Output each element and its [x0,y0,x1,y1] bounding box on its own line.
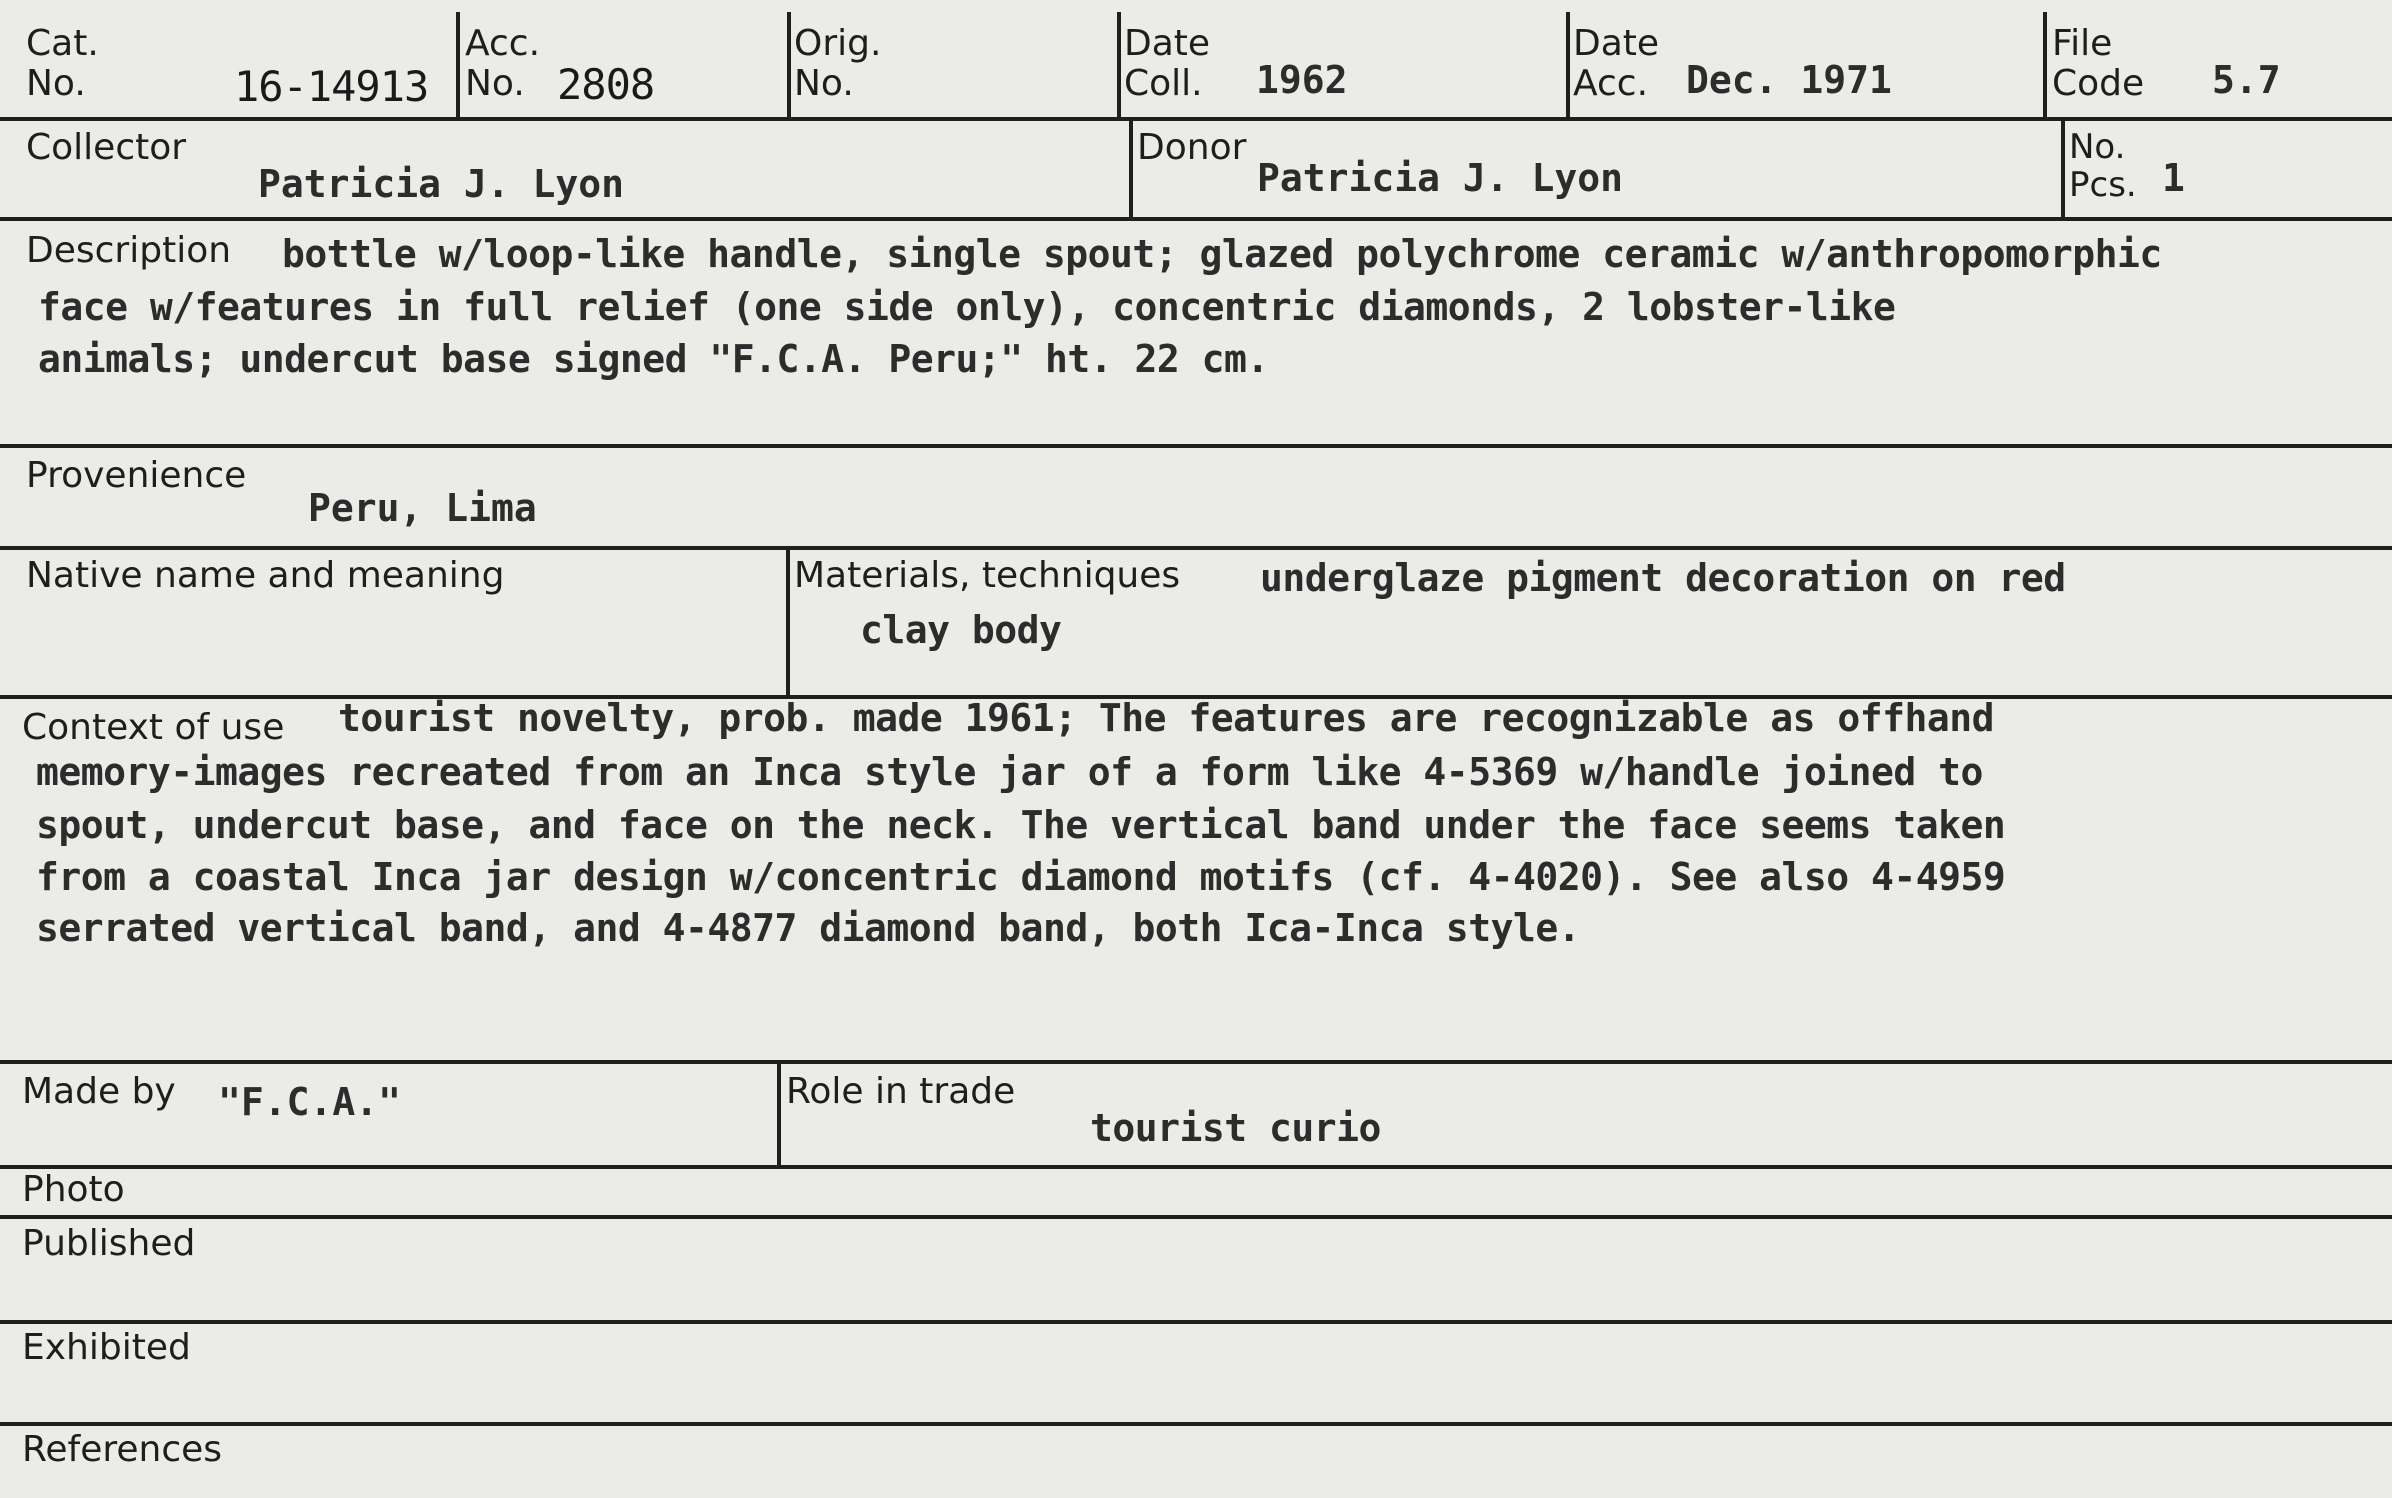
provenience-value: Peru, Lima [308,486,537,530]
rule-orig-date [1117,12,1121,118]
rule-published-bottom [0,1320,2392,1324]
rule-date-dateacc [1566,12,1570,118]
file-code-value: 5.7 [2212,58,2281,102]
context-line: tourist novelty, prob. made 1961; The features are recognizable as offhand [338,696,1994,740]
context-line: from a coastal Inca jar design w/concentric diamond motifs (cf. 4-4020). See also 4-4959 [36,855,2006,899]
rule-madeby-bottom [0,1165,2392,1169]
made-by-value: "F.C.A." [218,1080,402,1124]
description-line: animals; undercut base signed "F.C.A. Peru;" ht. 22 cm. [38,337,1269,381]
photo-label: Photo [22,1169,125,1210]
rule-photo-bottom [0,1215,2392,1219]
materials-label: Materials, techniques [794,555,1181,596]
date-coll-label: Date Coll. [1124,23,1211,105]
pieces-value: 1 [2162,156,2185,200]
cat-value: 16-14913 [234,62,429,111]
exhibited-label: Exhibited [22,1327,191,1368]
provenience-label: Provenience [26,455,247,496]
references-label: References [22,1429,223,1470]
rule-dateacc-file [2043,12,2047,118]
rule-cat-acc [456,12,460,118]
published-label: Published [22,1223,196,1264]
cat-label: Cat. No. [26,23,99,105]
materials-line: underglaze pigment decoration on red [1260,556,2066,600]
rule-context-bottom [0,1060,2392,1064]
donor-label: Donor [1137,127,1247,168]
rule-native-materials [786,546,790,695]
rule-exhibited-bottom [0,1422,2392,1426]
description-label: Description [26,230,232,271]
description-line: bottle w/loop-like handle, single spout; glazed polychrome ceramic w/anthropomorphic [282,232,2162,276]
acc-value: 2808 [557,60,655,109]
native-name-label: Native name and meaning [26,555,505,596]
rule-madeby-role [777,1060,781,1165]
collector-value: Patricia J. Lyon [258,162,625,206]
date-acc-label: Date Acc. [1573,23,1660,105]
acc-label: Acc. No. [465,23,541,105]
date-coll-value: 1962 [1256,58,1348,102]
collector-label: Collector [26,127,187,168]
rule-header-bottom [0,117,2392,121]
rule-acc-orig [787,12,791,118]
materials-line: clay body [860,608,1062,652]
donor-value: Patricia J. Lyon [1257,156,1624,200]
rule-description-bottom [0,444,2392,448]
file-code-label: File Code [2052,23,2145,105]
role-value: tourist curio [1090,1106,1381,1150]
role-label: Role in trade [786,1071,1016,1112]
made-by-label: Made by [22,1071,176,1112]
rule-provenience-bottom [0,546,2392,550]
rule-collector-bottom [0,217,2392,221]
description-line: face w/features in full relief (one side only), concentric diamonds, 2 lobster-like [38,285,1896,329]
context-line: memory-images recreated from an Inca style jar of a form like 4-5369 w/handle joined to [36,750,1983,794]
context-line: spout, undercut base, and face on the neck. The vertical band under the face seems taken [36,803,2006,847]
date-acc-value: Dec. 1971 [1686,58,1892,102]
rule-donor-pieces [2061,117,2065,217]
orig-label: Orig. No. [794,23,882,105]
rule-collector-donor [1129,117,1133,217]
context-line: serrated vertical band, and 4-4877 diamond band, both Ica-Inca style. [36,906,1581,950]
pieces-label: No. Pcs. [2069,127,2137,206]
context-label: Context of use [22,707,285,748]
